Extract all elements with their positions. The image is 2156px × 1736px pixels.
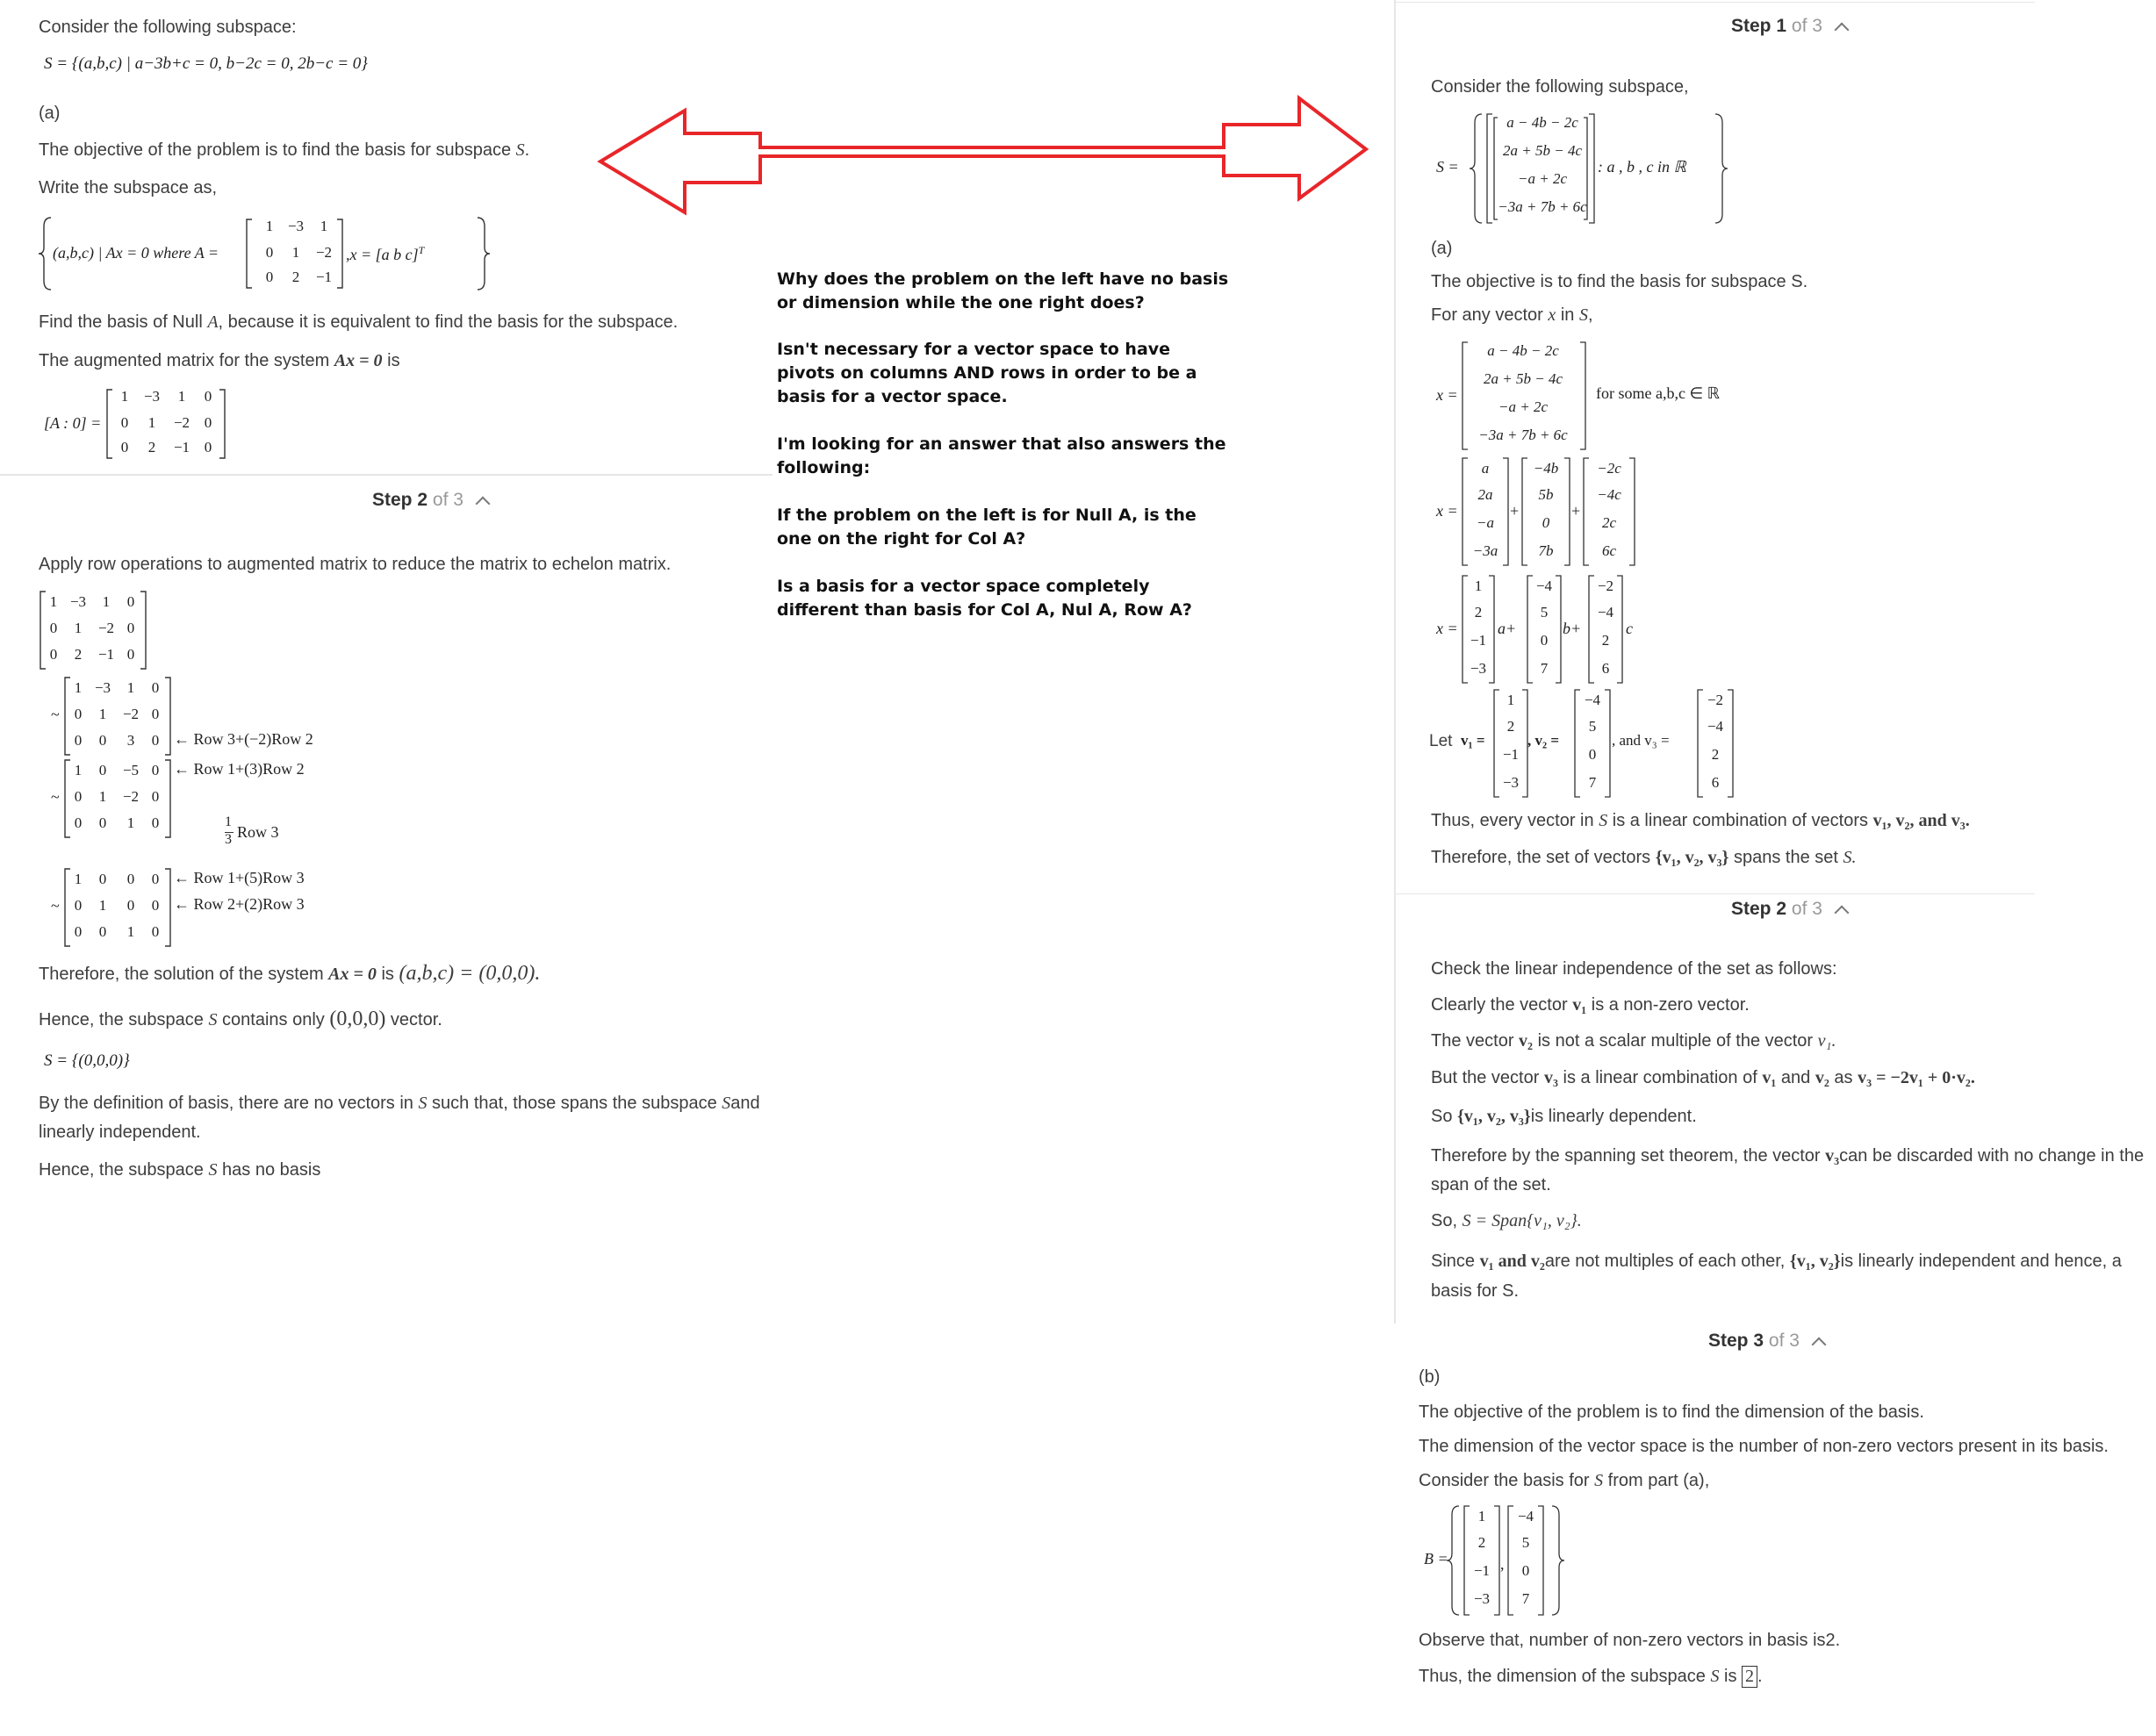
matrix-cell: 0 xyxy=(151,923,160,940)
matrix-cell: 0 xyxy=(151,814,160,831)
matrix-cell: 0 xyxy=(98,871,107,887)
matrix-cell: 0 xyxy=(74,923,83,940)
right-consider: Consider the basis for S from part (a), xyxy=(1419,1471,1710,1490)
vector-cell: −2 xyxy=(1707,692,1724,708)
frac-den: 3 xyxy=(225,832,232,847)
right-panel-top xyxy=(1394,2,2035,3)
matrix-cell: 0 xyxy=(126,593,135,610)
left-step2-header[interactable]: Step 2 of 3 xyxy=(372,490,488,511)
matrix-cell: 0 xyxy=(98,762,107,778)
vector-cell: 1 xyxy=(1477,1508,1486,1524)
matrix-cell: 0 xyxy=(74,706,83,722)
chevron-up-icon[interactable] xyxy=(475,497,490,512)
vector-cell: 0 xyxy=(1540,632,1549,649)
matrix-cell: −1 xyxy=(173,439,190,456)
left-part-a: (a) xyxy=(39,104,61,123)
x-eq: x = xyxy=(1436,620,1458,637)
vector-cell: −2 xyxy=(1597,577,1614,594)
right-check: Check the linear independence of the set as follows: xyxy=(1431,959,1837,979)
left-find-null: Find the basis of Null A, because it is equivalent to find the basis for the subspace. xyxy=(39,312,679,332)
left-write-as: Write the subspace as, xyxy=(39,178,218,197)
matrix-cell: 1 xyxy=(98,788,107,805)
matrix-cell: −2 xyxy=(315,244,333,261)
vector-cell: 0 xyxy=(1521,1562,1530,1579)
tilde-equivalence: ~ xyxy=(51,788,60,806)
v3-label: , and v₃ = xyxy=(1612,732,1670,749)
vector-cell: 1 xyxy=(1474,577,1483,594)
matrix-cell: 1 xyxy=(98,706,107,722)
vector-cell: −3a xyxy=(1472,542,1498,559)
vector-cell: −3 xyxy=(1470,660,1487,677)
left-step-divider xyxy=(0,474,773,476)
matrix-cell: 1 xyxy=(320,218,328,234)
vector-cell: 0 xyxy=(1542,514,1550,531)
right-part-b: (b) xyxy=(1419,1367,1441,1387)
matrix-cell: 1 xyxy=(147,414,156,431)
matrix-cell: −1 xyxy=(97,646,115,663)
right-intro: Consider the following subspace, xyxy=(1431,77,1689,97)
matrix-cell: 0 xyxy=(204,439,212,456)
vector-cell: −3a + 7b + 6c xyxy=(1498,198,1587,215)
vector-cell: −3 xyxy=(1502,774,1520,791)
matrix-cell: 2 xyxy=(291,269,300,285)
matrix-cell: 1 xyxy=(126,923,135,940)
double-arrow-graphic xyxy=(597,95,1369,218)
matrix-cell: 3 xyxy=(126,732,135,749)
vector-cell: 2a + 5b − 4c xyxy=(1484,370,1563,387)
right-since-d: basis for S. xyxy=(1431,1281,1520,1301)
set-prefix: (a,b,c) | Ax = 0 where A = xyxy=(53,244,219,262)
question-5: Is a basis for a vector space completely different than basis for Col A, Nul A, Row A? xyxy=(777,577,1192,620)
question-4: If the problem on the left is for Null A, is the one on the right for Col A? xyxy=(777,506,1197,549)
left-def-line1: By the definition of basis, there are no vectors in S such that, those spans the subspace Sand xyxy=(39,1094,760,1113)
matrix-cell: −3 xyxy=(287,218,305,234)
matrix-cell: 0 xyxy=(126,620,135,636)
v1-label: v₁ = xyxy=(1461,732,1485,749)
row-operation-label: ← Row 2+(2)Row 3 xyxy=(174,895,305,913)
left-subspace-def: S = {(a,b,c) | a−3b+c = 0, b−2c = 0, 2b−c = 0} xyxy=(44,54,368,73)
vector-cell: 7 xyxy=(1521,1590,1530,1607)
matrix-cell: 1 xyxy=(126,679,135,696)
left-intro: Consider the following subspace: xyxy=(39,18,297,37)
vector-cell: 6 xyxy=(1711,774,1720,791)
vector-cell: −2c xyxy=(1597,460,1621,477)
right-not-scalar: The vector v₂ is not a scalar multiple of the vector v₁. xyxy=(1431,1031,1836,1051)
matrix-cell: 0 xyxy=(151,897,160,914)
vector-cell: a − 4b − 2c xyxy=(1506,114,1578,131)
left-s-zero: S = {(0,0,0)} xyxy=(44,1051,130,1070)
left-augmented-matrix xyxy=(44,386,246,462)
right-let-vectors xyxy=(1429,686,1763,800)
right-panel-border xyxy=(1394,0,1396,1324)
set-suffix: ,x = [a b c]$^T$ xyxy=(346,244,425,263)
left-objective: The objective of the problem is to find the basis for subspace S. xyxy=(39,140,530,160)
matrix-cell: 1 xyxy=(74,679,83,696)
left-no-basis: Hence, the subspace S has no basis xyxy=(39,1160,321,1180)
matrix-cell: 1 xyxy=(102,593,111,610)
vector-cell: 6 xyxy=(1601,660,1610,677)
vector-cell: −1 xyxy=(1470,632,1487,649)
vector-cell: 7 xyxy=(1540,660,1549,677)
coef-b: b+ xyxy=(1563,620,1582,637)
right-so-span: So, S = Span{v₁, v₂}. xyxy=(1431,1211,1582,1230)
matrix-cell: 1 xyxy=(74,871,83,887)
left-set-expression xyxy=(39,216,495,291)
chevron-up-icon[interactable] xyxy=(1834,906,1849,921)
matrix-cell: 0 xyxy=(74,788,83,805)
matrix-cell: −2 xyxy=(122,788,140,805)
coef-a: a+ xyxy=(1498,620,1517,637)
right-obj-dim: The objective of the problem is to find the dimension of the basis. xyxy=(1419,1402,1924,1422)
vector-cell: 5 xyxy=(1540,604,1549,621)
matrix-cell: 0 xyxy=(120,439,129,456)
right-step2-header[interactable]: Step 2 of 3 xyxy=(1731,899,1847,920)
vector-cell: 2a + 5b − 4c xyxy=(1503,142,1582,159)
matrix-cell: 1 xyxy=(126,814,135,831)
left-contains: Hence, the subspace S contains only (0,0,0) vector. xyxy=(39,1008,442,1030)
matrix-cell: −2 xyxy=(97,620,115,636)
right-dim-def: The dimension of the vector space is the number of non-zero vectors present in its basis. xyxy=(1419,1437,2109,1456)
vector-cell: a − 4b − 2c xyxy=(1487,342,1559,359)
frac-num: 1 xyxy=(225,814,232,829)
vector-cell: 2 xyxy=(1474,604,1483,621)
matrix-cell: 1 xyxy=(120,388,129,405)
x-eq: x = xyxy=(1436,502,1458,520)
vector-cell: −4 xyxy=(1707,718,1724,735)
matrix-cell: 0 xyxy=(151,679,160,696)
right-step-divider xyxy=(1396,893,2035,894)
matrix-cell: −3 xyxy=(143,388,161,405)
matrix-cell: 0 xyxy=(151,871,160,887)
matrix-cell: 0 xyxy=(126,897,135,914)
frac-label: Row 3 xyxy=(237,823,279,841)
right-clearly: Clearly the vector v₁ is a non-zero vector. xyxy=(1431,995,1750,1015)
matrix-cell: −3 xyxy=(94,679,111,696)
vector-cell: −4 xyxy=(1535,577,1553,594)
B-eq: B = xyxy=(1424,1550,1448,1567)
vector-cell: 1 xyxy=(1506,692,1515,708)
matrix-cell: 0 xyxy=(120,414,129,431)
matrix-cell: 0 xyxy=(151,706,160,722)
matrix-cell: 1 xyxy=(49,593,58,610)
right-for-any: For any vector x in S, xyxy=(1431,305,1593,325)
matrix-cell: 0 xyxy=(98,732,107,749)
right-spans-line: Therefore, the set of vectors {v₁, v₂, v₃} spans the set S. xyxy=(1431,848,1857,867)
vector-cell: −3 xyxy=(1473,1590,1491,1607)
left-augmented-text: The augmented matrix for the system Ax = 0 is xyxy=(39,351,400,370)
row-operation-label: ← Row 3+(−2)Row 2 xyxy=(174,730,313,748)
for-some: for some a,b,c ∈ ℝ xyxy=(1596,384,1720,402)
vector-cell: 6c xyxy=(1601,542,1617,559)
vector-cell: −a xyxy=(1477,514,1494,531)
tilde-equivalence: ~ xyxy=(51,706,60,723)
row-operation-label: ← Row 1+(3)Row 2 xyxy=(174,760,305,778)
vector-cell: 5 xyxy=(1588,718,1597,735)
chevron-up-icon[interactable] xyxy=(1834,23,1849,38)
vector-cell: 2 xyxy=(1711,746,1720,763)
right-S-definition xyxy=(1436,111,1735,226)
matrix-cell: 1 xyxy=(265,218,274,234)
right-coef-vectors xyxy=(1436,572,1735,686)
vector-cell: 2 xyxy=(1506,718,1515,735)
row-reduction-sequence xyxy=(39,588,495,948)
vector-cell: 5b xyxy=(1538,486,1554,503)
tilde-equivalence: ~ xyxy=(51,897,60,915)
matrix-cell: −2 xyxy=(173,414,190,431)
fraction-row3-label xyxy=(225,814,330,858)
right-step3-header[interactable]: Step 3 of 3 xyxy=(1708,1331,1824,1352)
right-since: Since v₁ and v₂are not multiples of each other, {v₁, v₂}is linearly independent and hence, a xyxy=(1431,1252,2122,1271)
vector-cell: −1 xyxy=(1473,1562,1491,1579)
row-reduced-matrix xyxy=(51,674,420,758)
dimension-answer-box: 2 xyxy=(1742,1666,1757,1688)
matrix-cell: 0 xyxy=(126,646,135,663)
vector-cell: −4 xyxy=(1584,692,1601,708)
left-apply-rows: Apply row operations to augmented matrix to reduce the matrix to echelon matrix. xyxy=(39,555,672,574)
matrix-cell: 0 xyxy=(98,923,107,940)
vector-cell: 5 xyxy=(1521,1534,1530,1551)
matrix-cell: 0 xyxy=(151,732,160,749)
vector-cell: 7 xyxy=(1588,774,1597,791)
aug-label: [A : 0] = xyxy=(44,414,102,432)
vector-cell: −4c xyxy=(1597,486,1621,503)
chevron-up-icon[interactable] xyxy=(1811,1338,1826,1352)
vector-cell: −1 xyxy=(1502,746,1520,763)
matrix-cell: 2 xyxy=(74,646,83,663)
right-part-a: (a) xyxy=(1431,239,1453,258)
let-label: Let xyxy=(1429,732,1453,750)
vector-cell: −4b xyxy=(1533,460,1559,477)
matrix-cell: 0 xyxy=(151,788,160,805)
right-split-vectors xyxy=(1436,455,1735,569)
vector-cell: −3a + 7b + 6c xyxy=(1478,427,1568,443)
v2-label: , v₂ = xyxy=(1527,732,1560,749)
matrix-cell: −2 xyxy=(122,706,140,722)
matrix-cell: 1 xyxy=(98,897,107,914)
question-3: I'm looking for an answer that also answers the following: xyxy=(777,434,1226,477)
vector-cell: a xyxy=(1481,460,1490,477)
x-eq: x = xyxy=(1436,386,1458,404)
matrix-cell: 0 xyxy=(204,388,212,405)
vector-cell: −4 xyxy=(1517,1508,1534,1524)
right-x-definition xyxy=(1436,339,1770,453)
right-objective: The objective is to find the basis for subspace S. xyxy=(1431,272,1808,291)
right-but: But the vector v₃ is a linear combination of v₁ and v₂ as v₃ = −2v₁ + 0·v₂. xyxy=(1431,1068,1975,1087)
matrix-cell: 0 xyxy=(126,871,135,887)
vector-cell: −a + 2c xyxy=(1518,170,1567,187)
plus: + xyxy=(1571,502,1581,520)
vector-cell: 2c xyxy=(1601,514,1617,531)
matrix-cell: 0 xyxy=(74,732,83,749)
vector-cell: 0 xyxy=(1588,746,1597,763)
right-thus-dim: Thus, the dimension of the subspace S is 2 . xyxy=(1419,1667,1763,1686)
right-spanning-c: span of the set. xyxy=(1431,1175,1551,1194)
matrix-cell: −3 xyxy=(69,593,87,610)
matrix-cell: 0 xyxy=(98,814,107,831)
matrix-cell: −5 xyxy=(122,762,140,778)
right-thus-line: Thus, every vector in S is a linear combination of vectors v₁, v₂, and v₃. xyxy=(1431,811,1970,830)
left-def-line2: linearly independent. xyxy=(39,1123,201,1142)
matrix-cell: 0 xyxy=(49,620,58,636)
row-operation-label: ← Row 1+(5)Row 3 xyxy=(174,869,305,886)
matrix-cell: 1 xyxy=(177,388,186,405)
S-condition: : a , b , c in ℝ xyxy=(1598,158,1686,176)
matrix-cell: 1 xyxy=(291,244,300,261)
right-so-dependent: So {v₁, v₂, v₃}is linearly dependent. xyxy=(1431,1107,1697,1126)
matrix-cell: 0 xyxy=(49,646,58,663)
question-1: Why does the problem on the left have no basis or dimension while the one right does? xyxy=(777,269,1229,312)
matrix-cell: −1 xyxy=(315,269,333,285)
matrix-cell: 0 xyxy=(265,244,274,261)
matrix-cell: 0 xyxy=(74,897,83,914)
left-solution: Therefore, the solution of the system Ax = 0 is (a,b,c) = (0,0,0). xyxy=(39,962,541,985)
plus: + xyxy=(1510,502,1520,520)
matrix-cell: 0 xyxy=(204,414,212,431)
vector-cell: 2 xyxy=(1477,1534,1486,1551)
vector-cell: 7b xyxy=(1538,542,1554,559)
matrix-cell: 2 xyxy=(147,439,156,456)
S-eq: S = xyxy=(1436,158,1459,176)
question-2: Isn't necessary for a vector space to have pivots on columns AND rows in order to be a basis for a vector space. xyxy=(777,340,1197,406)
row-reduced-matrix xyxy=(39,588,407,672)
right-basis-B xyxy=(1424,1503,1599,1618)
vector-cell: −a + 2c xyxy=(1498,398,1548,415)
right-spanning: Therefore by the spanning set theorem, the vector v₃can be discarded with no change in the xyxy=(1431,1146,2145,1166)
comma: , xyxy=(1500,1555,1505,1573)
coef-c: c xyxy=(1626,620,1633,637)
row-reduced-matrix xyxy=(51,865,420,950)
matrix-cell: 0 xyxy=(74,814,83,831)
matrix-cell: 1 xyxy=(74,762,83,778)
vector-cell: 2 xyxy=(1601,632,1610,649)
vector-cell: −4 xyxy=(1597,604,1614,621)
matrix-cell: 0 xyxy=(151,762,160,778)
vector-cell: 2a xyxy=(1477,486,1493,503)
right-observe: Observe that, number of non-zero vectors in basis is2. xyxy=(1419,1631,1841,1650)
matrix-cell: 1 xyxy=(74,620,83,636)
matrix-cell: 0 xyxy=(265,269,274,285)
right-step1-header[interactable]: Step 1 of 3 xyxy=(1731,16,1847,37)
